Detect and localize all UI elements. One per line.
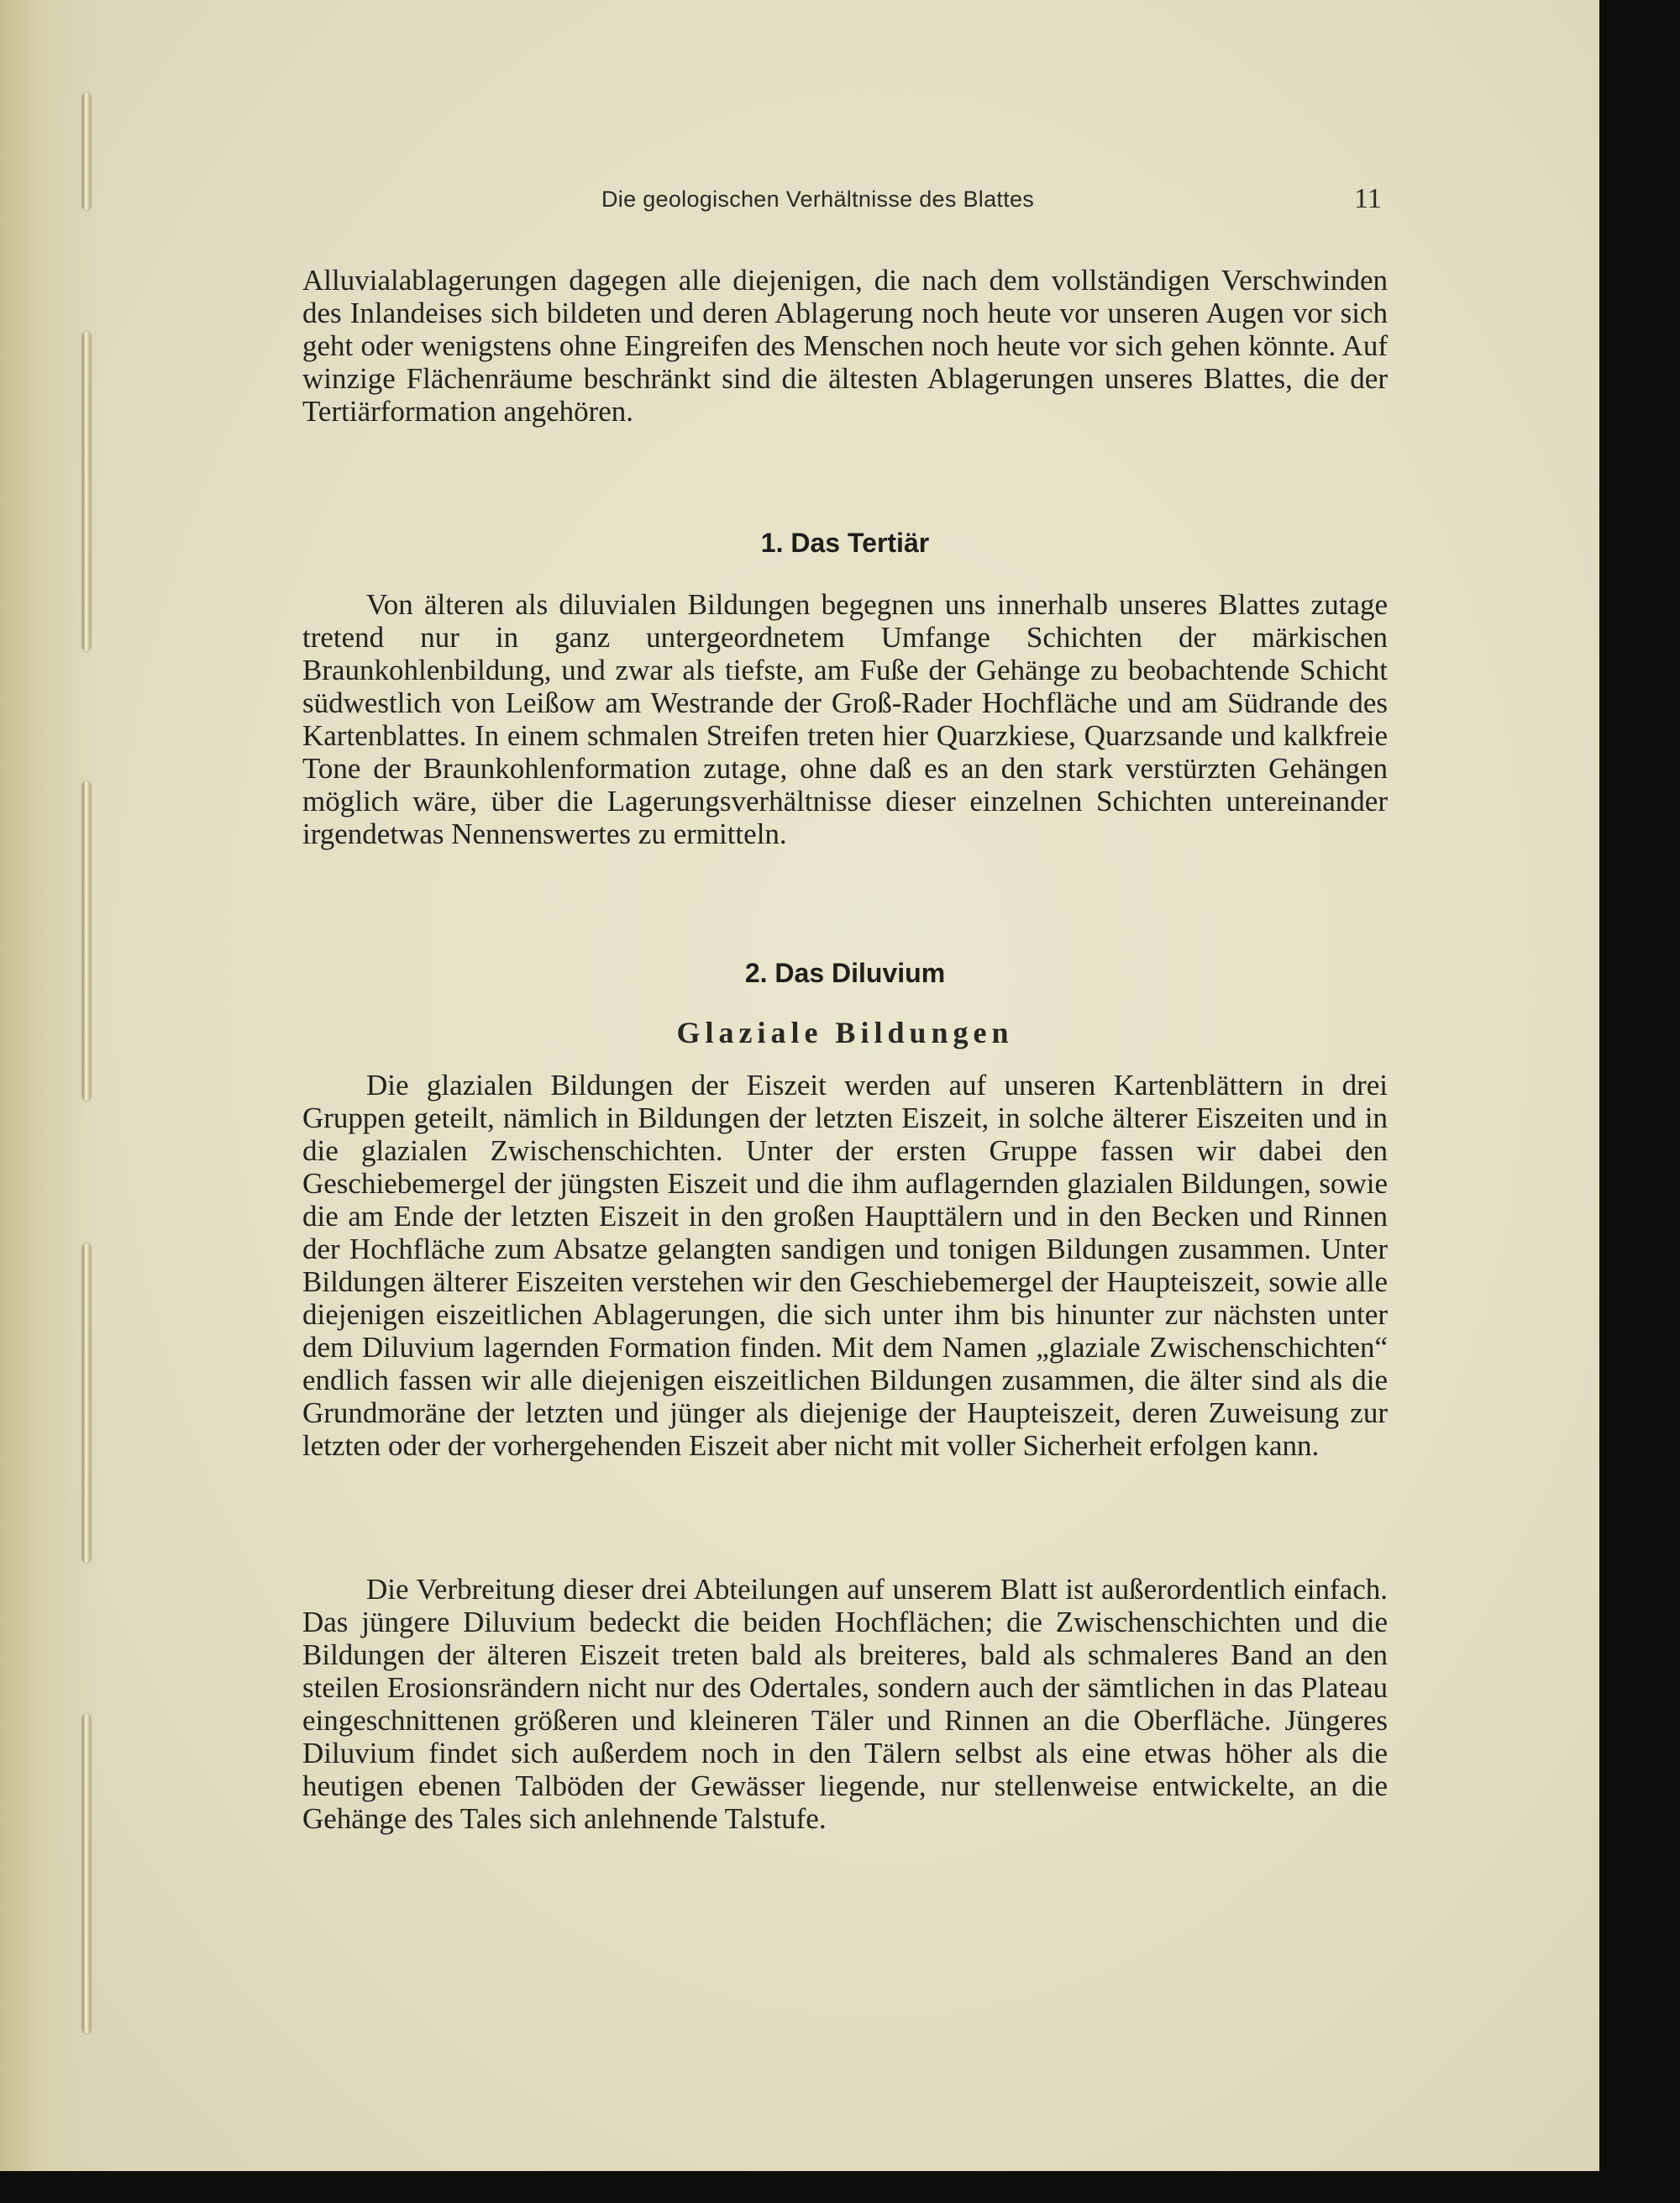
binding-stitch — [82, 92, 91, 210]
binding-stitch — [82, 781, 91, 1101]
section-heading-diluvium: 2. Das Diluvium — [744, 958, 946, 988]
tertiaer-paragraph: Von älteren als diluvialen Bildungen begegnen uns innerhalb unseres Blattes zutage tretend nur in ganz untergeordnetem Umfange Schichten der märkischen Braunkohlenbildung, und zwar als tiefste, am Fuße der Gehänge zu beobachtende Schicht südwestlich von Leißow am Westrande der Groß-Rader Hochfläche und am Südrande des Kartenblattes. In einem schmalen Streifen treten hier Quarzkiese, Quarzsande und kalkfreie Tone der Braunkohlenformation zutage, ohne daß es an den stark verstürzten Gehängen möglich wäre, über die Lagerungsverhältnisse dieser einzelnen Schichten untereinander irgendetwas Nennenswertes zu ermitteln. — [302, 588, 1388, 850]
subheading-glaziale-bildungen: Glaziale Bildungen — [676, 1016, 1014, 1049]
page-number: 11 — [1354, 183, 1382, 214]
diluvium-paragraph-1: Die glazialen Bildungen der Eiszeit werden auf unseren Kartenblättern in drei Gruppen geteilt, nämlich in Bildungen der letzten Eiszeit, in solche älterer Eiszeiten und in die glazialen Zwischenschichten. Unter der ersten Gruppe fassen wir dabei den Geschiebemergel der jüngsten Eiszeit und die ihm auflagernden glazialen Bildungen, sowie die am Ende der letzten Eiszeit in den großen Haupttälern und in den Becken und Rinnen der Hochfläche zum Absatze gelangten sandigen und tonigen Bildungen zusammen. Unter Bildungen älterer Eiszeiten verstehen wir den Geschiebemergel der Haupteiszeit, sowie alle diejenigen eiszeitlichen Ablagerungen, die sich unter ihm bis hinunter zur nächsten unter dem Diluvium lagernden Formation finden. Mit dem Namen „glaziale Zwischenschichten“ endlich fassen wir alle diejenigen eiszeitlichen Bildungen zusammen, die älter sind als die Grundmoräne der letzten und jünger als diejenige der Haupteiszeit, deren Zuweisung zur letzten oder der vorhergehenden Eiszeit aber nicht mit voller Sicherheit erfolgen kann. — [302, 1069, 1388, 1462]
diluvium-paragraph-2: Die Verbreitung dieser drei Abteilungen auf unserem Blatt ist außerordentlich einfach. Das jüngere Diluvium bedeckt die beiden Hochflächen; die Zwischenschichten und die Bildungen der älteren Eiszeit treten bald als breiteres, bald als schmaleres Band an den steilen Erosionsrändern nicht nur des Odertales, sondern auch der sämtlichen in das Plateau eingeschnittenen größeren und kleineren Täler und Rinnen an die Oberfläche. Jüngeres Diluvium findet sich außerdem noch in den Tälern selbst als eine etwas höher als die heutigen ebenen Talböden der Gewässer liegende, nur stellenweise entwickelte, an die Gehänge des Tales sich anlehnende Talstufe. — [302, 1573, 1388, 1835]
running-header: Die geologischen Verhältnisse des Blattes — [601, 187, 1035, 212]
section-heading-tertiaer: 1. Das Tertiär — [760, 528, 930, 558]
binding-stitch — [82, 1714, 91, 2033]
binding-stitch — [82, 1243, 91, 1563]
intro-paragraph: Alluvialablagerungen dagegen alle diejenigen, die nach dem vollständigen Verschwinden des Inlandeises sich bildeten und deren Ablagerung noch heute vor unseren Augen vor sich geht oder wenigstens ohne Eingreifen des Menschen noch heute vor sich gehen könnte. Auf winzige Flächenräume beschränkt sind die ältesten Ablagerungen unseres Blattes, die der Tertiärformation angehören. — [302, 264, 1388, 428]
binding-stitch — [82, 332, 91, 651]
